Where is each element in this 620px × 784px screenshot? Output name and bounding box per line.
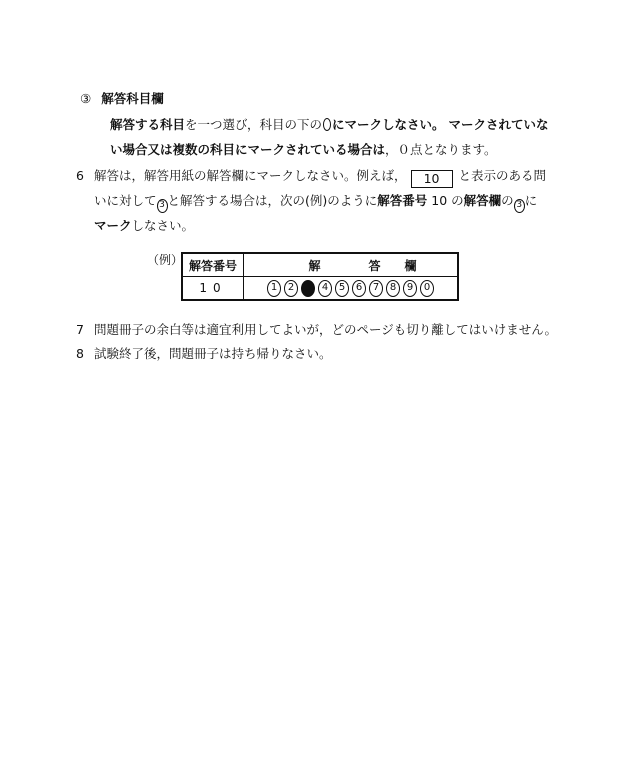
emphasis-text: い場合又は複数の科目にマークされている場合は	[110, 142, 386, 157]
item-number: 6	[76, 168, 84, 183]
row-answer-number: 10	[182, 277, 244, 301]
item-number: 8	[76, 346, 84, 361]
answer-bubble-8: 8	[386, 280, 400, 297]
emphasis-text: マーク	[94, 218, 132, 233]
emphasis-text: 解答欄	[463, 193, 502, 208]
mark-3-icon: 3	[514, 199, 525, 213]
emphasis-text: マークされていな	[448, 117, 549, 132]
body-text: いに対して	[94, 193, 157, 208]
answer-bubble-2: 2	[284, 280, 298, 297]
header-word: 解	[308, 258, 321, 273]
mark-3-icon: 3	[157, 199, 168, 213]
emphasis-text: にマークしなさい。	[332, 117, 445, 132]
emphasis-text: 解答番号	[377, 193, 428, 208]
answer-bubble-9: 9	[403, 280, 417, 297]
table-header-row	[182, 253, 458, 277]
example-label: （例）	[147, 253, 184, 267]
section-3-line-1	[110, 117, 549, 133]
table-row	[182, 277, 458, 301]
body-text: 10 の	[427, 193, 464, 208]
item-7	[76, 322, 557, 338]
body-text: と表示のある問	[458, 168, 547, 183]
body-text: を一つ選び，科目の下の	[185, 117, 323, 132]
item-6-line-3	[94, 218, 194, 234]
answer-bubble-4: 4	[318, 280, 332, 297]
section-title: 解答科目欄	[101, 91, 164, 106]
header-answer-column	[244, 253, 459, 277]
body-text: ，０点となります。	[385, 142, 497, 157]
answer-bubble-7: 7	[369, 280, 383, 297]
answer-bubble-6: 6	[352, 280, 366, 297]
body-text: 解答は，解答用紙の解答欄にマークしなさい。例えば，	[94, 168, 407, 183]
header-word: 答	[368, 258, 381, 273]
emphasis-text: 解答する科目	[110, 117, 186, 132]
answer-bubble-5: 5	[335, 280, 349, 297]
body-text: しなさい。	[131, 218, 195, 233]
item-6-line-1	[76, 168, 546, 188]
section-3-line-2	[110, 142, 497, 158]
body-text: 試験終了後，問題冊子は持ち帰りなさい。	[94, 346, 332, 361]
item-8	[76, 346, 332, 362]
section-number: ③	[80, 91, 92, 106]
answer-bubble-3: 3	[301, 280, 315, 297]
answer-bubble-0: 0	[420, 280, 434, 297]
body-text: と解答する場合は，次の(例)のように	[167, 193, 378, 208]
item-number: 7	[76, 322, 84, 337]
header-answer-number: 解答番号	[182, 253, 244, 277]
body-text: の	[501, 193, 514, 208]
item-6-line-2	[94, 193, 537, 213]
bubble-cell	[244, 277, 459, 301]
oval-mark-icon	[323, 118, 331, 131]
header-word: 欄	[404, 258, 417, 273]
bubble-row	[244, 280, 457, 297]
example-answer-table	[181, 252, 459, 301]
body-text: に	[524, 193, 538, 208]
body-text: 問題冊子の余白等は適宜利用してよいが，どのページも切り離してはいけません。	[94, 322, 558, 337]
section-3-heading	[80, 91, 164, 107]
answer-bubble-1: 1	[267, 280, 281, 297]
answer-number-box: 10	[411, 170, 453, 188]
